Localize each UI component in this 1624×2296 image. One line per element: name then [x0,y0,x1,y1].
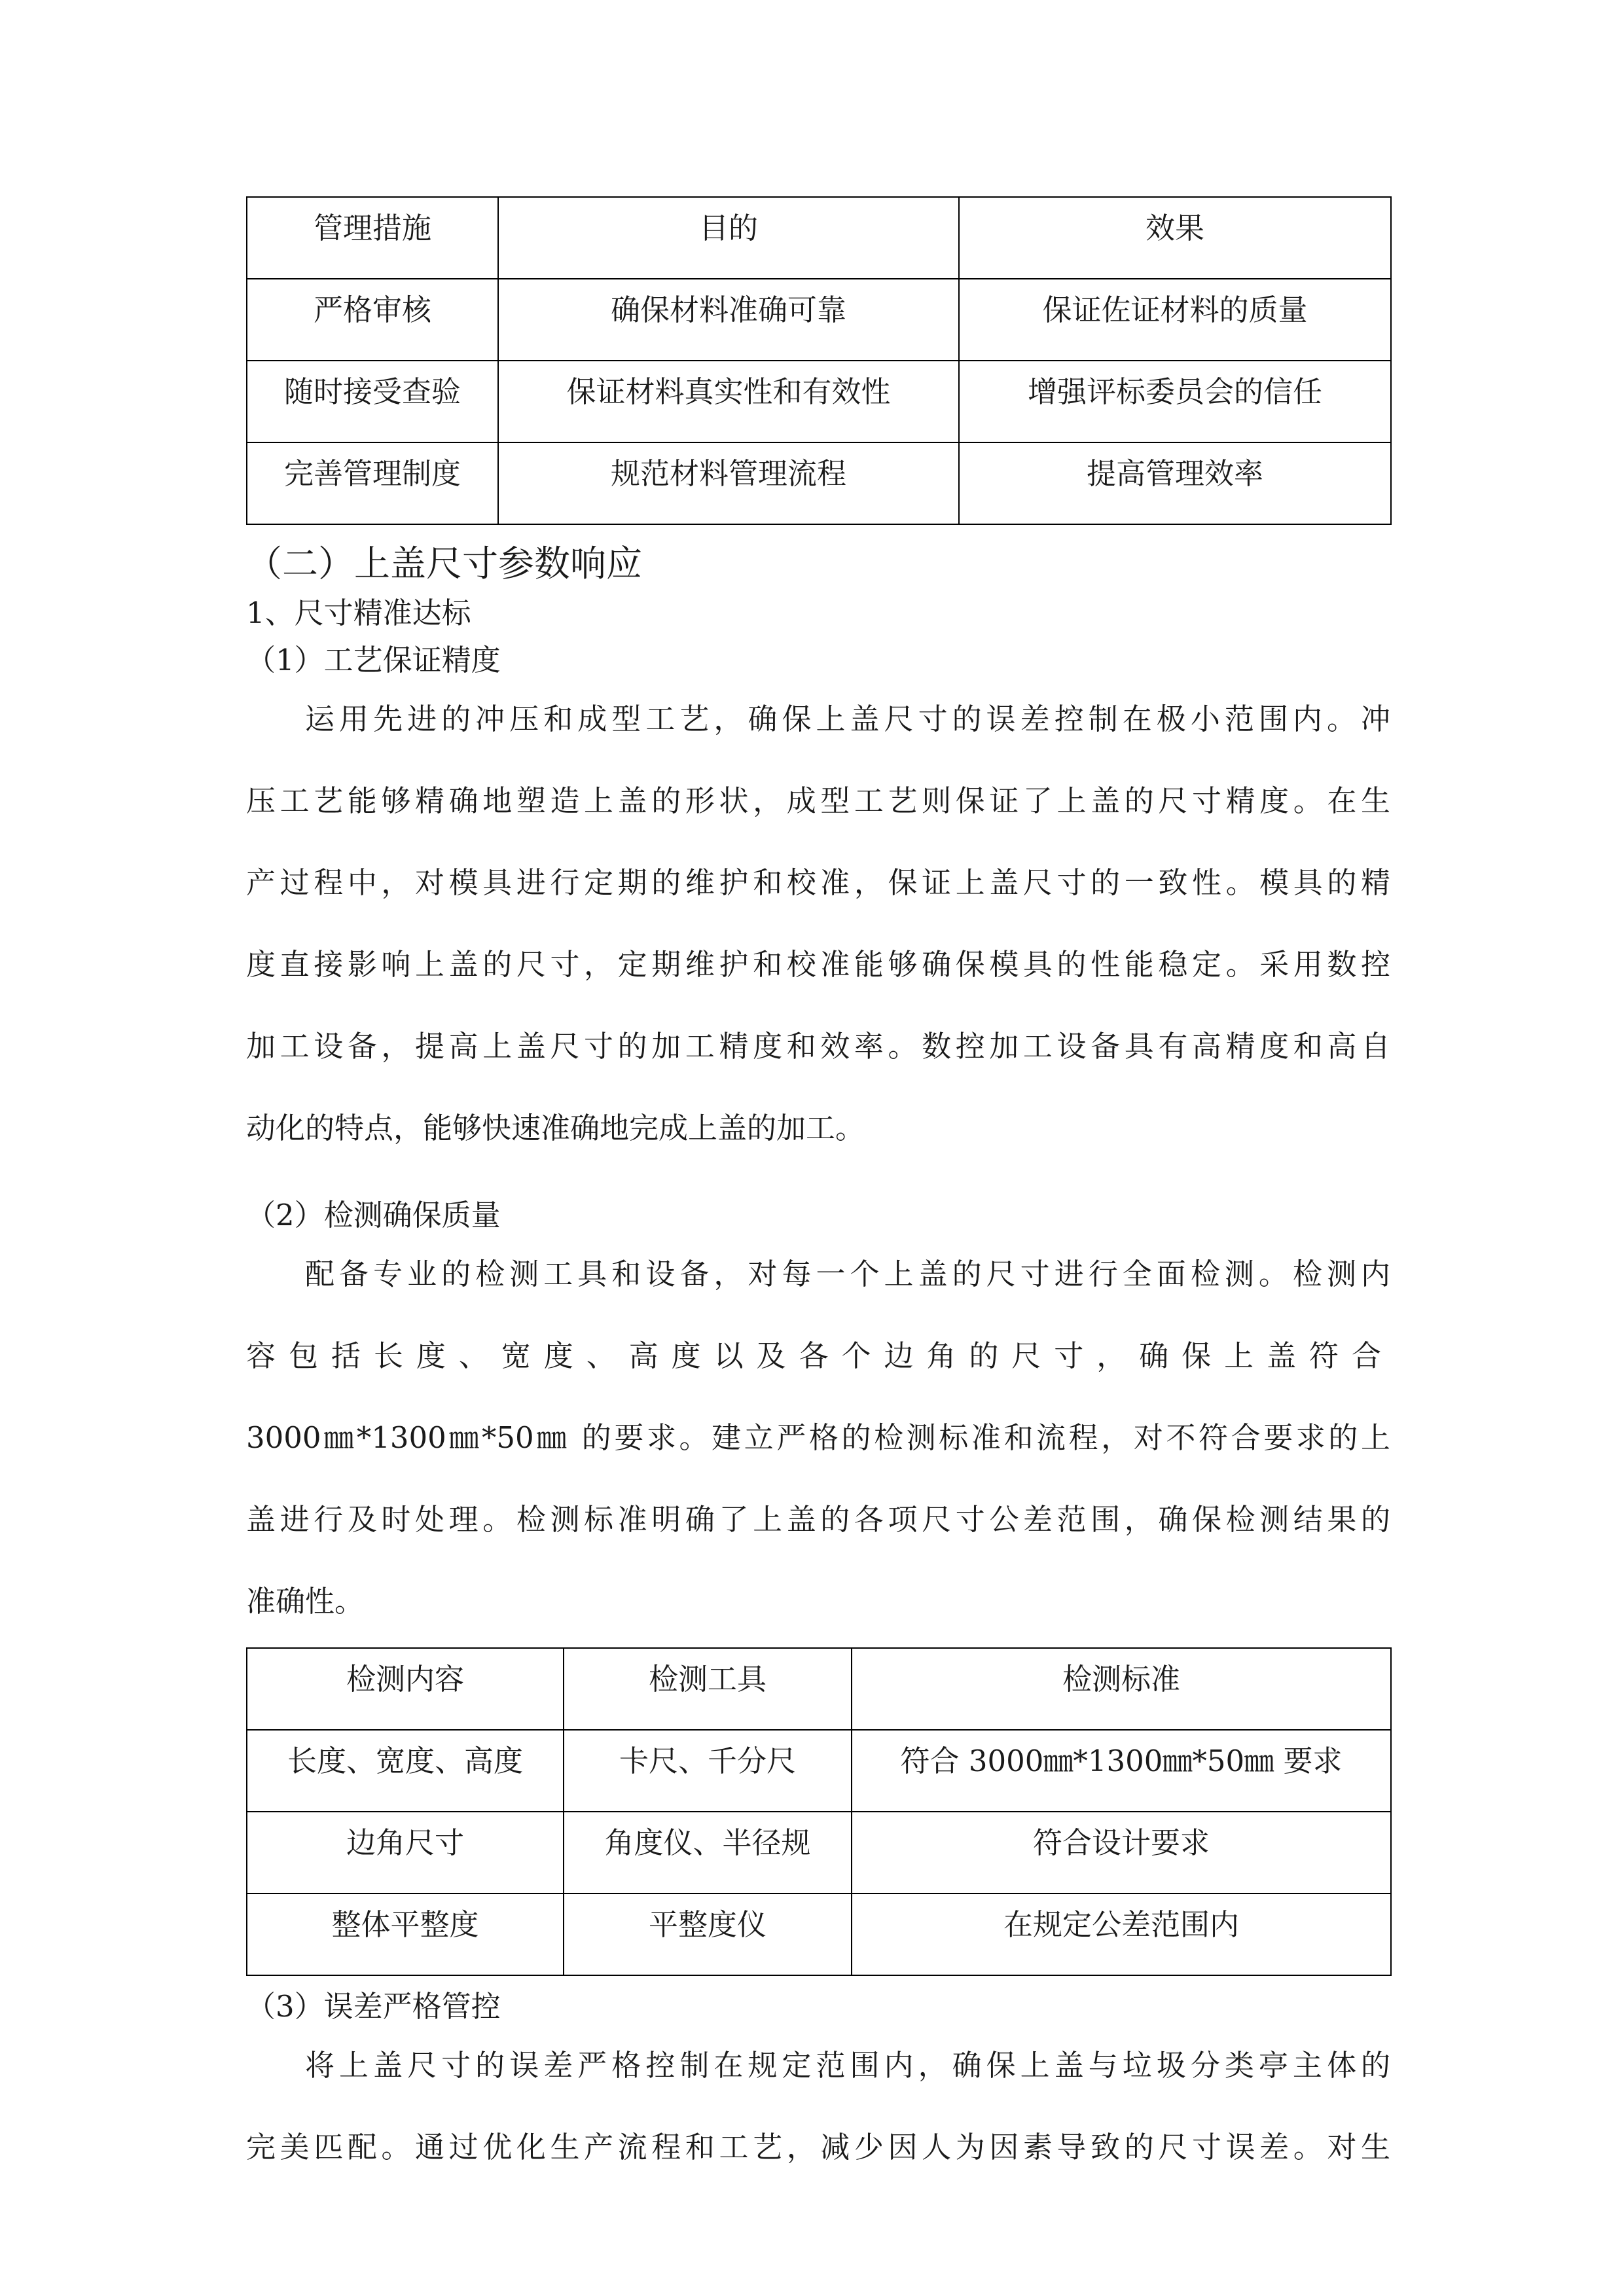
item-heading: （3）误差严格管控 [246,1989,501,2024]
paragraph-line: 产过程中，对模具进行定期的维护和校准，保证上盖尺寸的一致性。模具的精 [246,865,1390,900]
item-heading: （1）工艺保证精度 [246,643,501,677]
table-header-cell: 管理措施 [247,197,498,279]
table-cell: 确保材料准确可靠 [498,279,959,361]
table-cell: 符合设计要求 [852,1812,1391,1893]
table-cell: 严格审核 [247,279,498,361]
paragraph-line: 度直接影响上盖的尺寸，定期维护和校准能够确保模具的性能稳定。采用数控 [246,947,1390,982]
table-row [247,442,1391,524]
table-header-cell: 效果 [959,197,1391,279]
section-heading: （二）上盖尺寸参数响应 [246,543,643,584]
table-cell: 卡尺、千分尺 [564,1730,852,1812]
paragraph-line: 完美匹配。通过优化生产流程和工艺，减少因人为因素导致的尺寸误差。对生 [246,2130,1390,2164]
paragraph-line: 动化的特点，能够快速准确地完成上盖的加工。 [246,1111,865,1145]
table-cell: 增强评标委员会的信任 [959,361,1391,442]
document-page [246,196,1390,2188]
table-header-cell: 检测内容 [247,1648,564,1730]
paragraph-line: 配备专业的检测工具和设备，对每一个上盖的尺寸进行全面检测。检测内 [305,1257,1390,1291]
table-cell: 整体平整度 [247,1893,564,1975]
paragraph [246,2024,1390,2188]
table-header-cell: 检测工具 [564,1648,852,1730]
paragraph-line: 准确性。 [246,1584,365,1619]
table-cell: 在规定公差范围内 [852,1893,1391,1975]
management-measures-table [246,196,1392,525]
paragraph-line: 加工设备，提高上盖尺寸的加工精度和效率。数控加工设备具有高精度和高自 [246,1029,1390,1064]
item-heading: （2）检测确保质量 [246,1198,501,1232]
table-cell: 边角尺寸 [247,1812,564,1893]
paragraph-line: 容包括长度、宽度、高度以及各个边角的尺寸，确保上盖符合 [246,1338,1390,1373]
inspection-table [246,1647,1392,1976]
table-cell: 保证材料真实性和有效性 [498,361,959,442]
table-row [247,1730,1391,1812]
table-header-cell: 目的 [498,197,959,279]
table-row [247,361,1391,442]
paragraph-line: 压工艺能够精确地塑造上盖的形状，成型工艺则保证了上盖的尺寸精度。在生 [246,783,1390,818]
table-cell: 规范材料管理流程 [498,442,959,524]
paragraph-line: 盖进行及时处理。检测标准明确了上盖的各项尺寸公差范围，确保检测结果的 [246,1502,1390,1537]
table-row [247,1812,1391,1893]
paragraph-line: 将上盖尺寸的误差严格控制在规定范围内，确保上盖与垃圾分类亭主体的 [305,2048,1390,2083]
table-row [247,279,1391,361]
table-row [247,1893,1391,1975]
table-header-row [247,1648,1391,1730]
paragraph [246,1233,1390,1642]
table-cell: 保证佐证材料的质量 [959,279,1391,361]
table-cell: 提高管理效率 [959,442,1391,524]
table-cell: 长度、宽度、高度 [247,1730,564,1812]
paragraph-line: 运用先进的冲压和成型工艺，确保上盖尺寸的误差控制在极小范围内。冲 [305,702,1390,736]
table-cell: 随时接受查验 [247,361,498,442]
paragraph-line: 3000㎜*1300㎜*50㎜ 的要求。建立严格的检测标准和流程，对不符合要求的上 [246,1420,1390,1455]
paragraph [246,678,1390,1169]
subsection-heading: 1、尺寸精准达标 [246,596,471,630]
table-cell: 符合 3000㎜*1300㎜*50㎜ 要求 [852,1730,1391,1812]
table-cell: 角度仪、半径规 [564,1812,852,1893]
table-cell: 完善管理制度 [247,442,498,524]
table-header-row [247,197,1391,279]
table-header-cell: 检测标准 [852,1648,1391,1730]
table-cell: 平整度仪 [564,1893,852,1975]
